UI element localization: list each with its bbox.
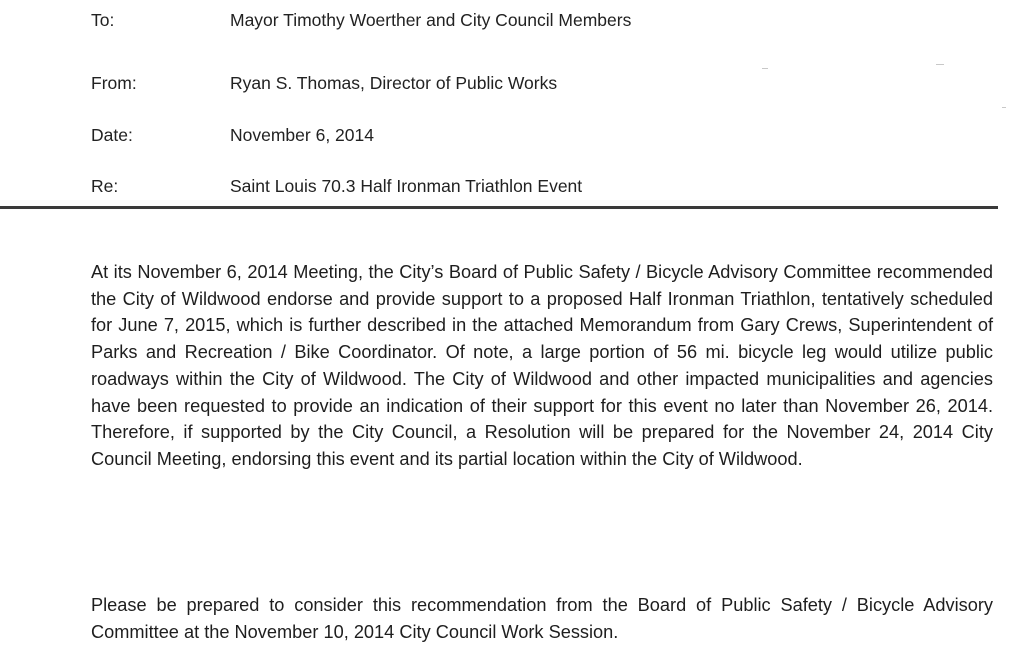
scan-speck — [936, 64, 944, 65]
memo-date-value: November 6, 2014 — [230, 125, 374, 145]
memo-to-value: Mayor Timothy Woerther and City Council Members — [230, 10, 632, 30]
header-divider — [0, 206, 998, 209]
body-paragraph-work-session: Please be prepared to consider this recommendation from the Board of Public Safety / Bicycle Advisory Committee at the November 10, 2014 City Council Work Session. — [91, 595, 993, 642]
memo-to-label: To: — [91, 10, 115, 30]
scan-speck — [1002, 107, 1006, 108]
memo-from-value: Ryan S. Thomas, Director of Public Works — [230, 73, 558, 93]
body-paragraph-recommendation: At its November 6, 2014 Meeting, the City’s Board of Public Safety / Bicycle Advisory Committee recommended the City of Wildwood endorse and provide support to a proposed Half Ironman Triathlon, tentatively scheduled for June 7, 2015, which is further described in the attached Memorandum from Gary Crews, Superintendent of Parks and Recreation / Bike Coordinator. Of note, a large portion of 56 mi. bicycle leg would utilize public roadways within the City of Wildwood. The City of Wildwood and other impacted municipalities and agencies have been requested to provide an indication of their support for this event no later than November 26, 2014. Therefore, if supported by the City Council, a Resolution will be prepared for the November 24, 2014 City Council Meeting, endorsing this event and its partial location within the City of Wildwood. — [91, 262, 993, 469]
memo-re-value: Saint Louis 70.3 Half Ironman Triathlon Event — [230, 176, 583, 196]
memo-date-label: Date: — [91, 125, 133, 145]
memo-re-label: Re: — [91, 176, 119, 196]
memo-from-label: From: — [91, 73, 137, 93]
scan-speck — [762, 68, 768, 69]
